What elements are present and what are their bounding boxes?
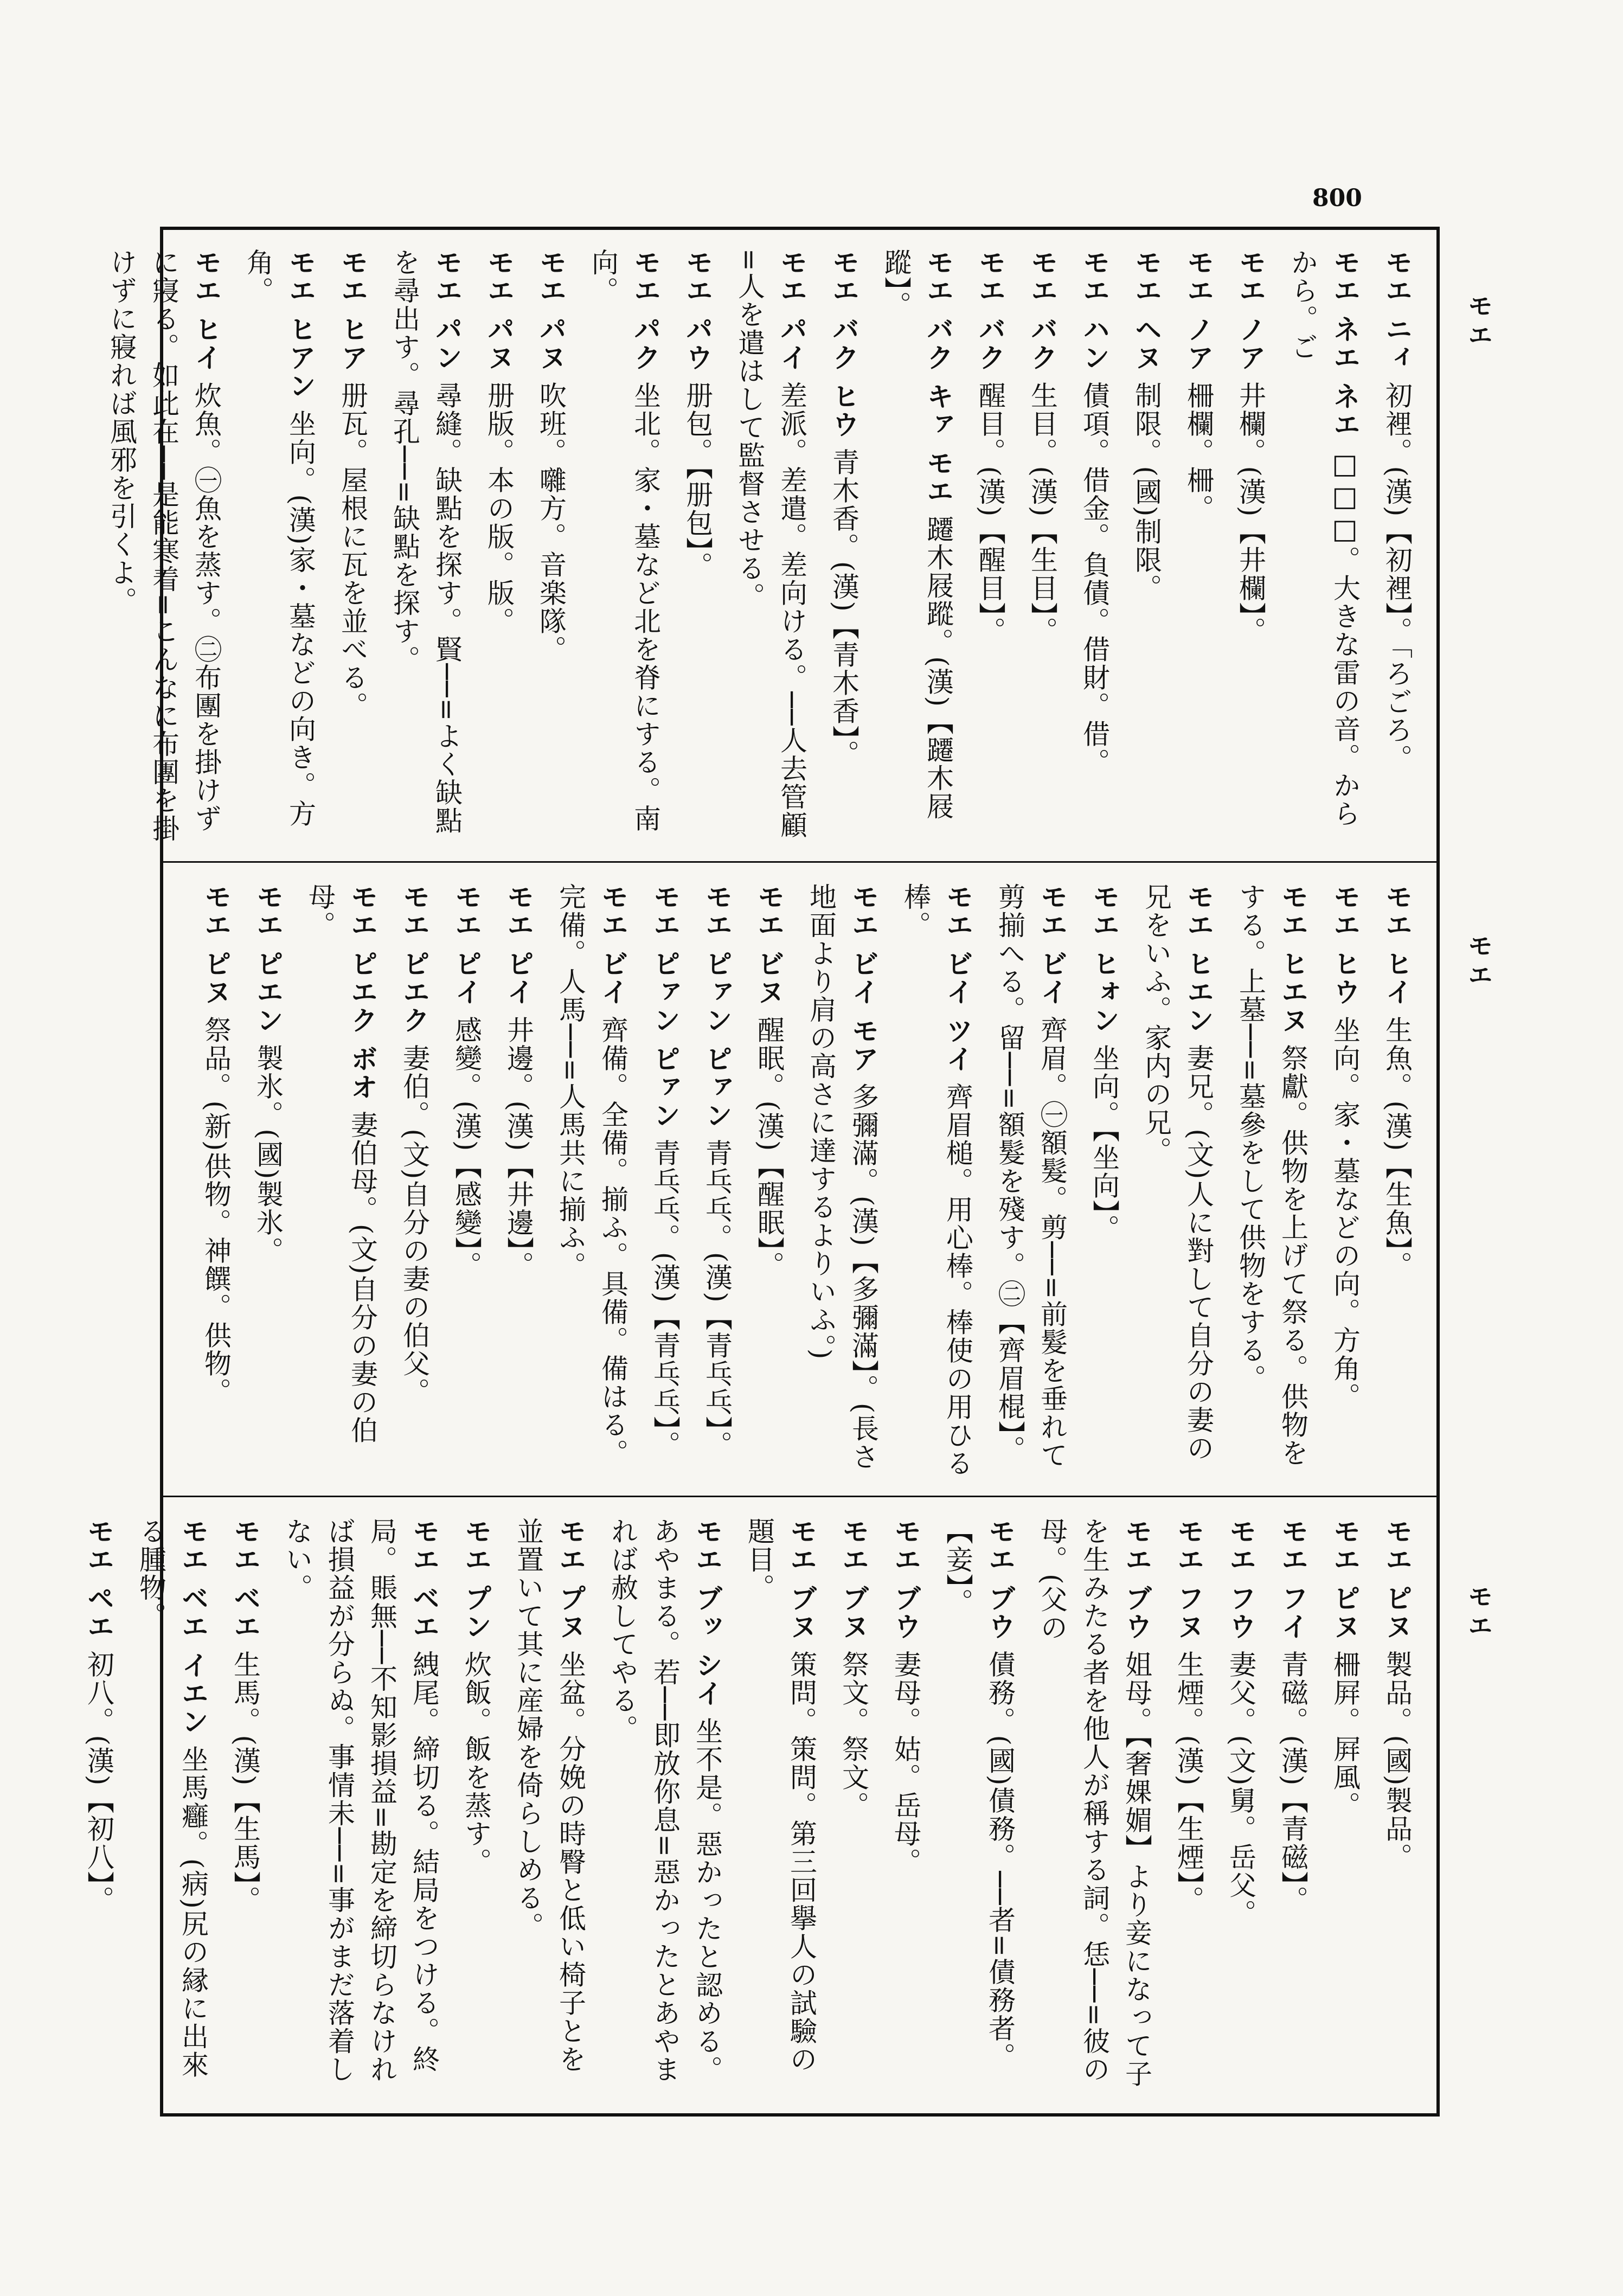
dictionary-entry <box>1376 248 1418 845</box>
dictionary-entry <box>1135 883 1220 1479</box>
entry-definition: 青磁。(漢)【青磁】。 <box>1277 1650 1308 1914</box>
entry-headword: モエ ヒアン <box>285 248 317 400</box>
entry-definition: 妻伯母。(文)自分の妻の伯母。 <box>304 883 378 1445</box>
entry-definition: 躚木屐蹤。(漢)【躚木屐蹤】。 <box>880 248 954 821</box>
dictionary-entry <box>237 248 322 845</box>
entry-headword: モエ パウ <box>682 248 714 372</box>
entry-definition: 妻伯。(文)自分の妻の伯父。 <box>399 1044 430 1406</box>
entry-definition: 初八。(漢)【初八】。 <box>83 1650 114 1914</box>
dictionary-entry <box>195 883 237 1479</box>
dictionary-entry <box>644 883 686 1479</box>
entry-definition: 生馬。(漢)【生馬】。 <box>229 1650 261 1914</box>
entry-definition: 生煙。(漢)【生煙】。 <box>1173 1650 1204 1914</box>
dictionary-entry <box>1021 248 1063 845</box>
entry-definition: 青乓乓。(漢)【青乓乓】。 <box>649 1139 681 1459</box>
entry-headword: モエ ピイ <box>503 883 535 1006</box>
entry-definition: 製品。(國)製品。 <box>1381 1650 1413 1871</box>
entry-definition: 策問。策問。第三回擧人の試驗の題目。 <box>743 1517 817 2074</box>
dictionary-entry <box>383 248 468 845</box>
entry-headword: モエ パク <box>630 248 662 372</box>
entry-headword: モエ ビヌ <box>753 883 785 1006</box>
dictionary-entry <box>989 883 1073 1479</box>
entry-headword: モエ ペエ <box>83 1517 115 1641</box>
dictionary-entry <box>1220 1517 1262 2100</box>
dictionary-entry <box>582 248 666 845</box>
entry-definition: 姐母。【奢婐媚】より妾になって子を生みたる者を他人が稱する詞。恁──=彼の母。(父の <box>1036 1517 1152 2088</box>
entry-headword: モエ ハン <box>1079 248 1111 372</box>
entry-definition: 坐向。【坐向】。 <box>1088 1044 1120 1243</box>
entry-definition: 册版。本の版。版。 <box>483 381 515 636</box>
dictionary-entry <box>884 1517 927 2100</box>
entry-definition: 柵屛。屛風。 <box>1329 1650 1361 1820</box>
entry-headword: モエ ブヌ <box>786 1517 818 1641</box>
entry-headword: モエ ベエ イエン <box>177 1517 209 1736</box>
entry-definition: 妻母。姑。岳母。 <box>890 1650 921 1876</box>
dictionary-entry <box>497 883 540 1479</box>
entry-headword: モエ バク <box>1027 248 1059 372</box>
entry-headword: モエ ブッ シイ <box>691 1517 723 1708</box>
entry-definition: 齊眉槌。用心棒。棒使の用ひる棒。 <box>900 883 973 1478</box>
dictionary-band <box>106 227 1440 861</box>
entry-headword: モエ ノア <box>1183 248 1215 372</box>
entry-definition: 井欄。(漢)【井欄】。 <box>1235 381 1266 645</box>
entry-headword: モエ ベエ <box>229 1517 261 1641</box>
entry-definition: 坐北。家・墓など北を脊にする。南向。 <box>587 248 661 833</box>
entry-headword: モエ ヒイ <box>190 248 222 372</box>
entry-definition: 醒眠。(漢)【醒眠】。 <box>753 1016 785 1280</box>
entry-headword: モエ ヒエン <box>1183 883 1215 1035</box>
dictionary-entry <box>1073 248 1115 845</box>
entry-headword: モエ ビイ ツイ <box>942 883 974 1073</box>
entry-definition: 青乓乓。(漢)【青乓乓】。 <box>701 1139 733 1459</box>
entry-definition: 妻兄。(文)人に對して自分の妻の兄をいふ。家内の兄。 <box>1140 883 1214 1463</box>
entry-definition: 柵欄。柵。 <box>1183 381 1214 523</box>
entry-definition: 坐向。(漢)家・墓などの向き。方角。 <box>242 248 316 828</box>
entry-definition: 册包。【册包】。 <box>682 381 713 580</box>
entry-definition: 坐不是。惡かったと認める。あやまる。若──即放你息=惡かったとあやまれば赦してやる。 <box>607 1517 723 2084</box>
entry-headword: モエ フヌ <box>1173 1517 1205 1641</box>
entry-headword: モエ フウ <box>1225 1517 1257 1641</box>
entry-definition: 祭文。祭文。 <box>838 1650 869 1820</box>
entry-headword: モエ パン <box>431 248 463 372</box>
entry-definition: 差派。差遣。差向ける。──人去管顧=人を遣はして監督させる。 <box>734 248 807 839</box>
entry-headword: モエ バク ヒウ <box>828 248 860 439</box>
dictionary-entry <box>393 883 435 1479</box>
entry-headword: モエ ビイ <box>597 883 629 1006</box>
entry-definition: 多彌滿。(漢)【多彌滿】。(長さ地面より肩の高さに達するよりいふ。) <box>805 883 879 1471</box>
entry-definition: 生目。(漢)【生目】。 <box>1027 381 1058 645</box>
entry-headword: モエ ヘヌ <box>1131 248 1163 372</box>
entry-definition: 醒目。(漢)【醒目】。 <box>974 381 1006 645</box>
entry-headword: モエ ピヌ <box>200 883 232 1006</box>
dictionary-entry <box>1167 1517 1210 2100</box>
entry-headword: モエ ネエ ネエ <box>1329 248 1361 439</box>
dictionary-entry <box>875 248 959 845</box>
entry-definition: 井邊。(漢)【井邊】。 <box>503 1016 534 1280</box>
dictionary-entry <box>676 248 719 845</box>
entry-definition: 妻父。(文)舅。岳父。 <box>1225 1650 1256 1928</box>
dictionary-entry <box>130 1517 214 2100</box>
entry-headword: モエ ピヌ <box>1381 1517 1413 1641</box>
dictionary-entry <box>1324 883 1366 1479</box>
dictionary-entry <box>1177 248 1220 845</box>
entry-headword: モエ ビイ モア <box>848 883 880 1073</box>
dictionary-entry <box>800 883 884 1479</box>
entry-headword: モエ ピエク <box>399 883 431 1035</box>
dictionary-entry <box>832 1517 875 2100</box>
dictionary-entry <box>1125 248 1167 845</box>
dictionary-entry <box>530 248 572 845</box>
dictionary-entry <box>1083 883 1125 1479</box>
entry-definition: 製氷。(國)製氷。 <box>252 1044 284 1265</box>
dictionary-entry <box>1281 248 1366 845</box>
entry-headword: モエ ブウ <box>1121 1517 1153 1641</box>
dictionary-entry <box>455 1517 497 2100</box>
entry-headword: モエ ピイ <box>451 883 483 1006</box>
entry-headword: モエ ブヌ <box>838 1517 870 1641</box>
dictionary-entry <box>1324 1517 1366 2100</box>
dictionary-entry <box>696 883 738 1479</box>
entry-definition: 坐盆。分娩の時臀と低い椅子とを並置いて其に産婦を倚らしめる。 <box>512 1517 586 2074</box>
entry-headword: モエ バク キァ モエ <box>922 248 954 506</box>
dictionary-entry <box>507 1517 592 2100</box>
entry-headword: モエ バク <box>974 248 1006 372</box>
entry-definition: 祭獻。供物を上げて祭る。供物をする。上墓──=墓參をして供物をする。 <box>1235 883 1308 1467</box>
entry-definition: 青木香。(漢)【青木香】。 <box>828 448 859 768</box>
entry-headword: モエ ビイ <box>1036 883 1068 1006</box>
dictionary-entry <box>247 883 289 1479</box>
entry-definition: 吹班。囃方。音楽隊。 <box>535 381 567 664</box>
entry-definition: 坐馬癰。(病)尻の縁に出來る腫物。 <box>135 1517 209 2079</box>
dictionary-entry <box>78 1517 120 2100</box>
entry-definition: 債項。借金。負債。借財。借。 <box>1079 381 1110 777</box>
entry-definition: 債務。(國)債務。──者=債務者。【妾】。 <box>942 1517 1016 2071</box>
entry-columns <box>106 248 1418 845</box>
dictionary-entry <box>299 883 383 1479</box>
entry-headword: モエ フイ <box>1277 1517 1309 1641</box>
entry-columns <box>182 883 1418 1479</box>
dictionary-entry <box>100 248 227 845</box>
dictionary-entry <box>276 1517 445 2100</box>
entry-headword: モエ プヌ <box>555 1517 587 1641</box>
entry-headword: モエ ヒア <box>337 248 369 372</box>
dictionary-entry <box>969 248 1011 845</box>
dictionary-entry <box>936 1517 1021 2100</box>
dictionary-entry <box>445 883 487 1479</box>
entry-definition: 炊魚。㊀魚を蒸す。㊁布團を掛けずに寢る。如此在──是能寒着=こんなに布團を掛けずに寢れば風邪を引くよ。 <box>106 248 222 843</box>
entry-headword: モエ ヒウ <box>1329 883 1361 1006</box>
entry-definition: 生魚。(漢)【生魚】。 <box>1381 1016 1413 1280</box>
entry-definition: 祭品。(新)供物。神饌。供物。 <box>200 1016 232 1406</box>
dictionary-band <box>160 861 1440 1496</box>
entry-columns <box>83 1517 1418 2100</box>
entry-headword: モエ ピエン <box>252 883 284 1035</box>
dictionary-entry <box>1376 883 1418 1479</box>
entry-headword: モエ ノア <box>1235 248 1267 372</box>
margin-head: モエ <box>1464 933 1493 991</box>
dictionary-entry <box>728 248 813 845</box>
entry-definition: 尋縫。缺點を探す。賢──=よく缺點を尋出す。尋孔──=缺點を探す。 <box>389 248 463 835</box>
entry-definition: 絏尾。締切る。結局をつける。終局。賬無──不知影損益=勘定を締切らなければ損益が分らぬ。事情未──=事がまだ落着しない。 <box>281 1517 440 2084</box>
dictionary-entry <box>1229 883 1314 1479</box>
entry-definition: 初裡。(漢)【初裡】。「ろごろ。 <box>1381 381 1413 773</box>
dictionary-entry <box>1031 1517 1158 2100</box>
entry-headword: モエ ピエク ボオ <box>347 883 379 1101</box>
dictionary-entry <box>331 248 374 845</box>
entry-definition: 制限。(國)制限。 <box>1131 381 1162 602</box>
dictionary-entry <box>549 883 634 1479</box>
dictionary-band <box>83 1496 1440 2117</box>
entry-headword: モエ パヌ <box>535 248 567 372</box>
dictionary-entry <box>601 1517 728 2100</box>
dictionary-entry <box>738 1517 823 2100</box>
entry-headword: モエ ヒエヌ <box>1277 883 1309 1035</box>
entry-headword: モエ ブウ <box>984 1517 1016 1641</box>
dictionary-entry <box>823 248 865 845</box>
margin-head: モエ <box>1464 293 1493 351</box>
dictionary-entry <box>748 883 790 1479</box>
dictionary-entry <box>894 883 979 1479</box>
entry-headword: モエ ベエ <box>408 1517 440 1641</box>
entry-definition: □□□。大きな雷の音。からから。ご <box>1287 248 1361 828</box>
entry-headword: モエ ニィ <box>1381 248 1413 372</box>
entry-definition: 册瓦。屋根に瓦を並べる。 <box>337 381 368 720</box>
page-number: 800 <box>1312 184 1362 212</box>
margin-head: モエ <box>1464 1583 1493 1642</box>
entry-definition: 坐向。家・墓などの向。方角。 <box>1329 1016 1361 1411</box>
entry-headword: モエ ヒイ <box>1381 883 1413 1006</box>
dictionary-entry <box>224 1517 266 2100</box>
entry-definition: 炊飯。飯を蒸す。 <box>460 1650 492 1876</box>
entry-headword: モエ パイ <box>776 248 808 372</box>
entry-definition: 感變。(漢)【感變】。 <box>451 1016 482 1280</box>
dictionary-entry <box>478 248 520 845</box>
dictionary-entry <box>1272 1517 1314 2100</box>
entry-headword: モエ ピァン ピァン <box>701 883 733 1130</box>
entry-headword: モエ パヌ <box>483 248 515 372</box>
entry-headword: モエ ピァン ピァン <box>649 883 681 1130</box>
dictionary-entry <box>1376 1517 1418 2100</box>
entry-headword: モエ ピヌ <box>1329 1517 1361 1641</box>
entry-headword: モエ ヒォン <box>1088 883 1120 1035</box>
entry-definition: 齊眉。㊀額髮。剪──=前髮を垂れて剪揃へる。留──=額髮を殘す。㊁【齊眉棍】。 <box>994 883 1068 1470</box>
entry-definition: 齊備。全備。揃ふ。具備。備はる。完備。人馬──=人馬共に揃ふ。 <box>555 883 628 1467</box>
entry-headword: モエ ブウ <box>890 1517 922 1641</box>
dictionary-entry <box>1229 248 1272 845</box>
entry-headword: モエ プン <box>460 1517 492 1641</box>
